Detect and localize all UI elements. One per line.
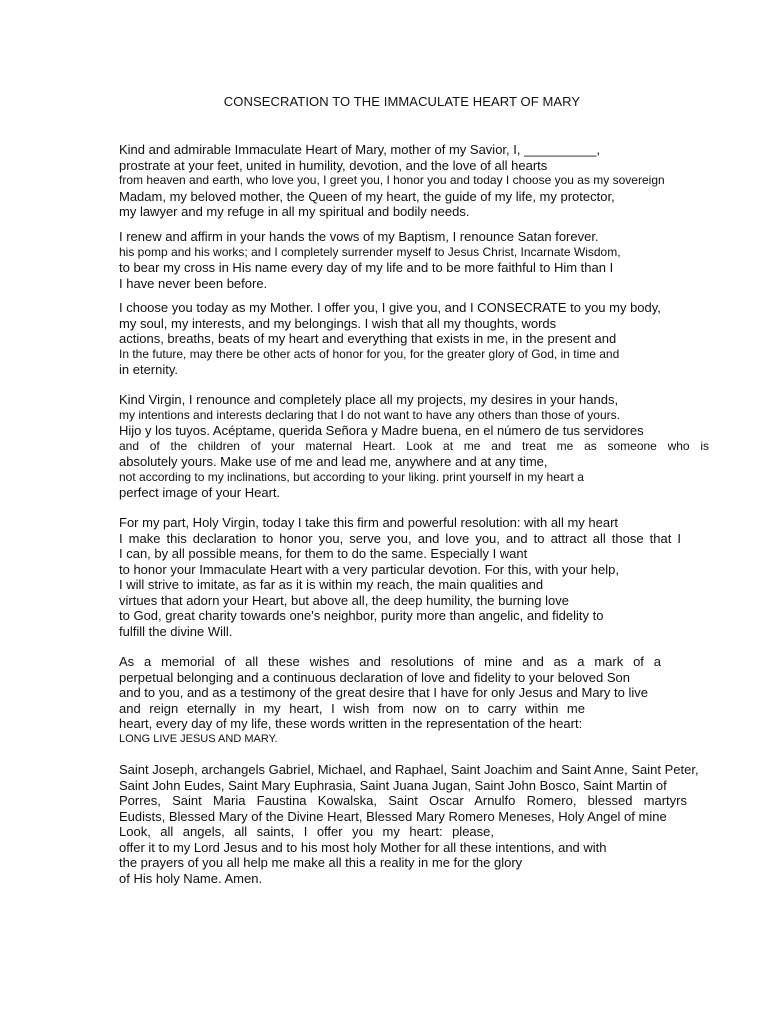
text-line: his pomp and his works; and I completely surrender myself to Jesus Christ, Incarnate Wisdom, <box>119 244 621 259</box>
text-line: I can, by all possible means, for them to do the same. Especially I want <box>119 546 528 561</box>
text-line: to honor your Immaculate Heart with a very particular devotion. For this, with your help, <box>119 561 619 577</box>
text-line: and reign eternally in my heart, I wish from now on to carry within me <box>119 700 585 716</box>
text-line: perfect image of your Heart. <box>119 485 281 500</box>
text-line: Porres, Saint Maria Faustina Kowalska, Saint Oscar Arnulfo Romero, blessed martyrs <box>119 793 687 808</box>
text-line: absolutely yours. Make use of me and lead me, anywhere and at any time, <box>119 454 548 469</box>
text-line: of His holy Name. Amen. <box>119 870 263 886</box>
text-line: I renew and affirm in your hands the vows of my Baptism, I renounce Satan forever. <box>119 229 599 244</box>
text-line: my lawyer and my refuge in all my spiritual and bodily needs. <box>119 204 470 219</box>
text-line: In the future, may there be other acts of honor for you, for the greater glory of God, in time and <box>119 346 620 361</box>
text-line: I choose you today as my Mother. I offer you, I give you, and I CONSECRATE to you my body, <box>119 300 661 315</box>
paragraph-memorial <box>119 654 661 747</box>
paragraph-resolution <box>119 515 681 639</box>
text-line: heart, every day of my life, these words written in the representation of the heart: <box>119 716 583 731</box>
text-line: perpetual belonging and a continuous declaration of love and fidelity to your beloved Son <box>119 669 630 685</box>
text-line: I make this declaration to honor you, serve you, and love you, and to attract all those that I <box>119 530 681 546</box>
text-line: from heaven and earth, who love you, I greet you, I honor you and today I choose you as my sovereign <box>119 173 665 187</box>
text-line: offer it to my Lord Jesus and to his most holy Mother for all these intentions, and with <box>119 839 607 855</box>
paragraph-kind-virgin <box>119 392 709 501</box>
text-line: in eternity. <box>119 362 179 377</box>
document-title: CONSECRATION TO THE IMMACULATE HEART OF MARY <box>223 94 581 109</box>
text-line: prostrate at your feet, united in humility, devotion, and the love of all hearts <box>119 157 548 173</box>
text-line: not according to my inclinations, but according to your liking. print yourself in my heart a <box>119 469 584 484</box>
text-line: Saint Joseph, archangels Gabriel, Michael, and Raphael, Saint Joachim and Saint Anne, Saint Peter, <box>119 762 699 777</box>
text-line: and of the children of your maternal Heart. Look at me and treat me as someone who is <box>119 438 709 453</box>
paragraph-consecration <box>119 300 661 378</box>
text-line: Kind and admirable Immaculate Heart of Mary, mother of my Savior, I, __________, <box>119 142 600 157</box>
text-line: For my part, Holy Virgin, today I take this firm and powerful resolution: with all my heart <box>119 515 619 530</box>
text-line: As a memorial of all these wishes and resolutions of mine and as a mark of a <box>119 654 661 669</box>
text-line: Kind Virgin, I renounce and completely place all my projects, my desires in your hands, <box>119 392 619 407</box>
text-line: LONG LIVE JESUS AND MARY. <box>119 732 278 745</box>
text-line: Saint John Eudes, Saint Mary Euphrasia, Saint Juana Jugan, Saint John Bosco, Saint Martin of <box>119 777 667 793</box>
paragraph-baptism-vows <box>119 229 621 291</box>
text-line: I will strive to imitate, as far as it is within my reach, the main qualities and <box>119 577 544 592</box>
text-line: Look, all angels, all saints, I offer you my heart: please, <box>119 824 494 839</box>
text-line: Eudists, Blessed Mary of the Divine Heart, Blessed Mary Romero Meneses, Holy Angel of mine <box>119 808 667 824</box>
text-line: fulfill the divine Will. <box>119 623 233 639</box>
text-line: Madam, my beloved mother, the Queen of my heart, the guide of my life, my protector, <box>119 188 615 204</box>
paragraph-saints <box>119 762 699 886</box>
text-line: Hijo y los tuyos. Acéptame, querida Señora y Madre buena, en el número de tus servidores <box>119 423 644 438</box>
text-line: and to you, and as a testimony of the great desire that I have for only Jesus and Mary to live <box>119 685 648 700</box>
text-line: to bear my cross in His name every day of my life and to be more faithful to Him than I <box>119 260 614 275</box>
text-line: my intentions and interests declaring that I do not want to have any others than those of yours. <box>119 407 620 422</box>
text-line: my soul, my interests, and my belongings. I wish that all my thoughts, words <box>119 315 557 331</box>
text-line: actions, breaths, beats of my heart and everything that exists in me, in the present and <box>119 331 617 346</box>
paragraph-greeting <box>119 142 665 220</box>
text-line: virtues that adorn your Heart, but above all, the deep humility, the burning love <box>119 592 569 608</box>
text-line: I have never been before. <box>119 275 268 291</box>
text-line: the prayers of you all help me make all this a reality in me for the glory <box>119 855 523 870</box>
text-line: to God, great charity towards one's neighbor, purity more than angelic, and fidelity to <box>119 608 604 623</box>
